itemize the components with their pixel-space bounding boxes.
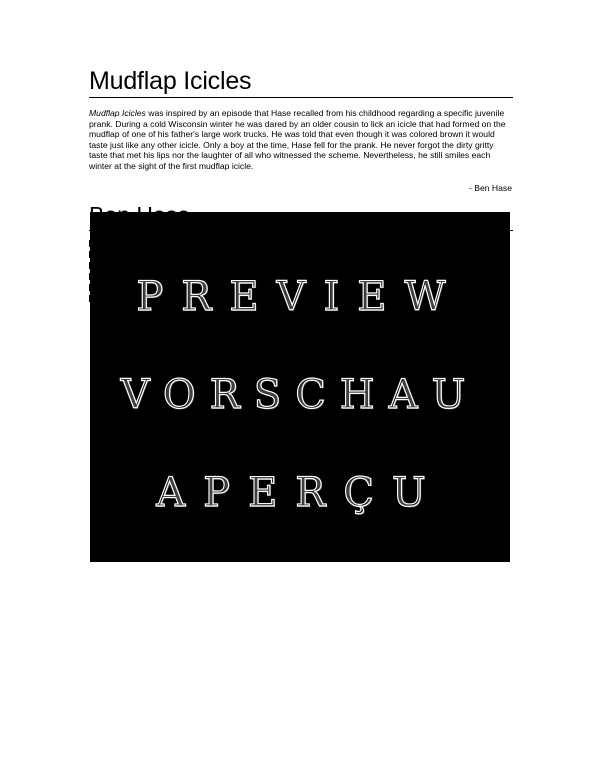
- description-paragraph: [89, 108, 513, 172]
- author-signature: - Ben Hase: [469, 183, 512, 193]
- preview-watermark-overlay: [90, 212, 510, 562]
- title-divider: [89, 97, 513, 98]
- watermark-vorschau: VORSCHAU: [120, 372, 480, 418]
- watermark-apercu: APERÇU: [156, 470, 444, 516]
- watermark-preview: PREVIEW: [136, 274, 464, 320]
- description-italic-title: Mudflap Icicles: [89, 108, 146, 118]
- description-text: was inspired by an episode that Hase recalled from his childhood regarding a specific juvenile prank. During a cold Wisconsin winter he was dared by an older cousin to lick an icicle that had formed on the mudflap of one of his father's large work trucks. He was told that even though it was colored brown it would taste just like any other icicle. Only a boy at the time, Hase fell for the prank. He never forgot the dirty gritty taste that met his lips nor the laughter of all who witnessed the scheme. Nevertheless, he still smiles each winter at the sight of the first mudflap icicle.: [89, 108, 506, 171]
- page-title: Mudflap Icicles: [89, 67, 252, 95]
